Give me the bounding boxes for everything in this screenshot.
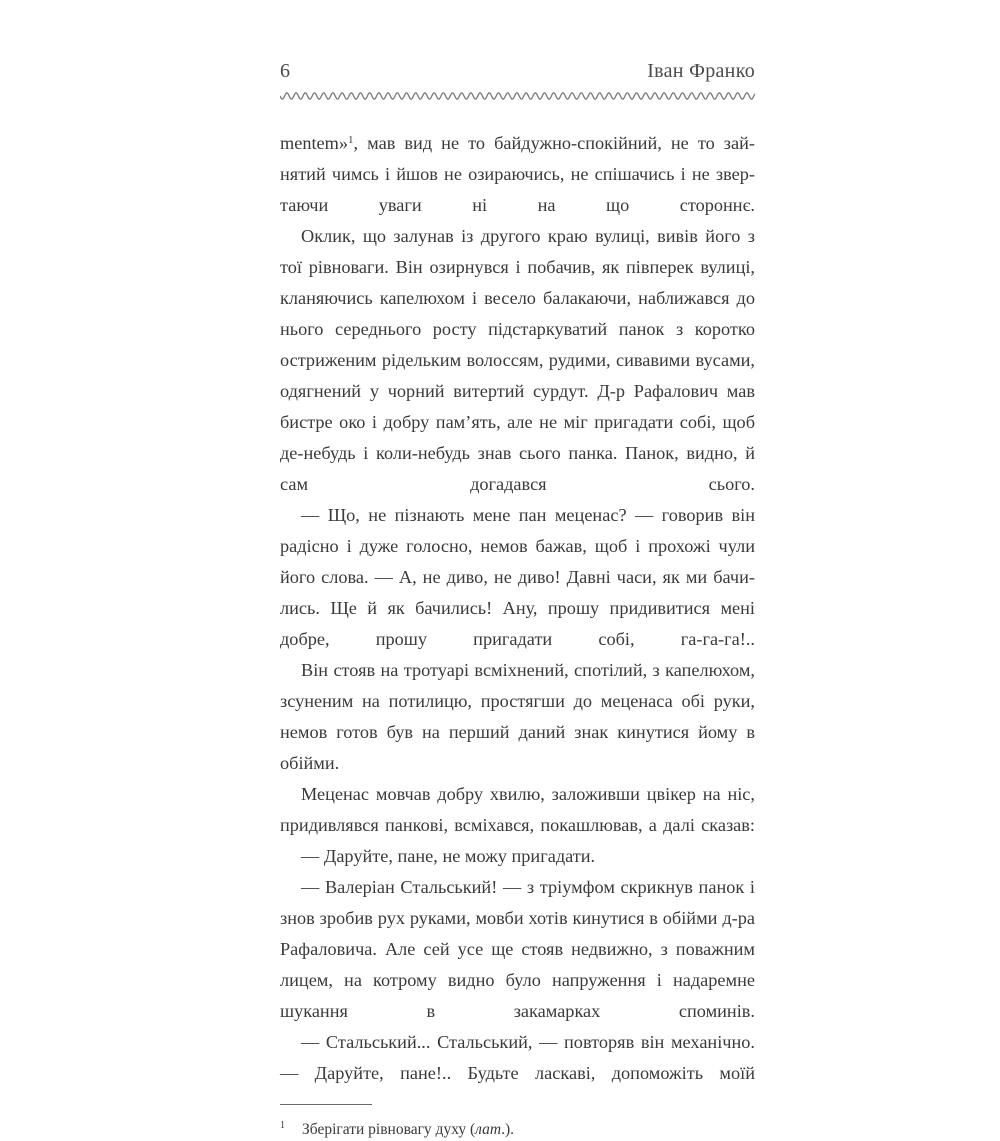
paragraph: Він стояв на тротуарі всміхнений, спотілий, з капелюхом, зсуненим на потилицю, простягши до меценаса обі руки, немов готов був на перший даний знак кинутися йому в обійми. <box>280 660 755 773</box>
footnote-ref: 1 <box>348 134 354 146</box>
footnote <box>280 1119 755 1141</box>
paragraph: Оклик, що залунав із другого краю вулиці, вивів його з тої рівноваги. Він озирнувся і побачив, як півперек вулиці, кланяючись капелюхом і весело балакаючи, наближався до нього середнього росту підстаркуватий панок з коротко остриженим рідельким волоссям, рудими, сивавими вусами, одягнений у чорний витертий сурдут. Д-р Рафалович мав бистре око і добру пам’ять, але не міг пригадати собі, щоб де-небудь і коли-небудь знав сього панка. Панок, видно, й сам догадався сього. <box>280 226 755 494</box>
paragraph: mentem»$^1$, мав вид не то байдужно-спокійний, не то зайнятий чимсь і йшов не озираючись, не спішачись і не звертаючи уваги ні на що стороннє. <box>280 133 755 215</box>
paragraph: — Валеріан Стальський! — з тріумфом скрикнув панок і знов зробив рух руками, мовби хотів кинутися в обійми д-ра Рафаловича. Але сей усе ще стояв недвижно, з поважним лицем, на котрому видно було напруження і надаремне шукання в закамарках споминів. <box>280 877 755 1021</box>
book-page <box>280 60 755 1141</box>
footnote-mark: 1 <box>280 1120 285 1131</box>
footnote-rule <box>280 1104 372 1105</box>
page-number: 6 <box>280 60 291 82</box>
running-head-author: Іван Франко <box>647 60 755 82</box>
running-head <box>280 60 755 86</box>
wavy-rule <box>280 90 755 102</box>
footnote-text: Зберігати рівновагу духу (лат.). <box>302 1121 514 1138</box>
paragraph: — Даруйте, пане, не можу пригадати. <box>301 846 596 866</box>
body-text <box>280 128 755 1089</box>
paragraph: — Стальський... Стальський, — повторяв він механічно. — Даруйте, пане!.. Будьте ласкаві, допоможіть моїй <box>280 1032 755 1083</box>
paragraph: — Що, не пізнають мене пан меценас? — говорив він радісно і дуже голосно, немов бажав, щоб і прохожі чули його слова. — А, не диво, не диво! Давні часи, як ми бачились. Ще й як бачились! Ану, прошу придивитися мені добре, прошу пригадати собі, га-га-га!.. <box>280 505 755 649</box>
paragraph: Меценас мовчав добру хвилю, заложивши цвікер на ніс, придивлявся панкові, всміхався, покашлював, а далі сказав: <box>280 784 755 835</box>
